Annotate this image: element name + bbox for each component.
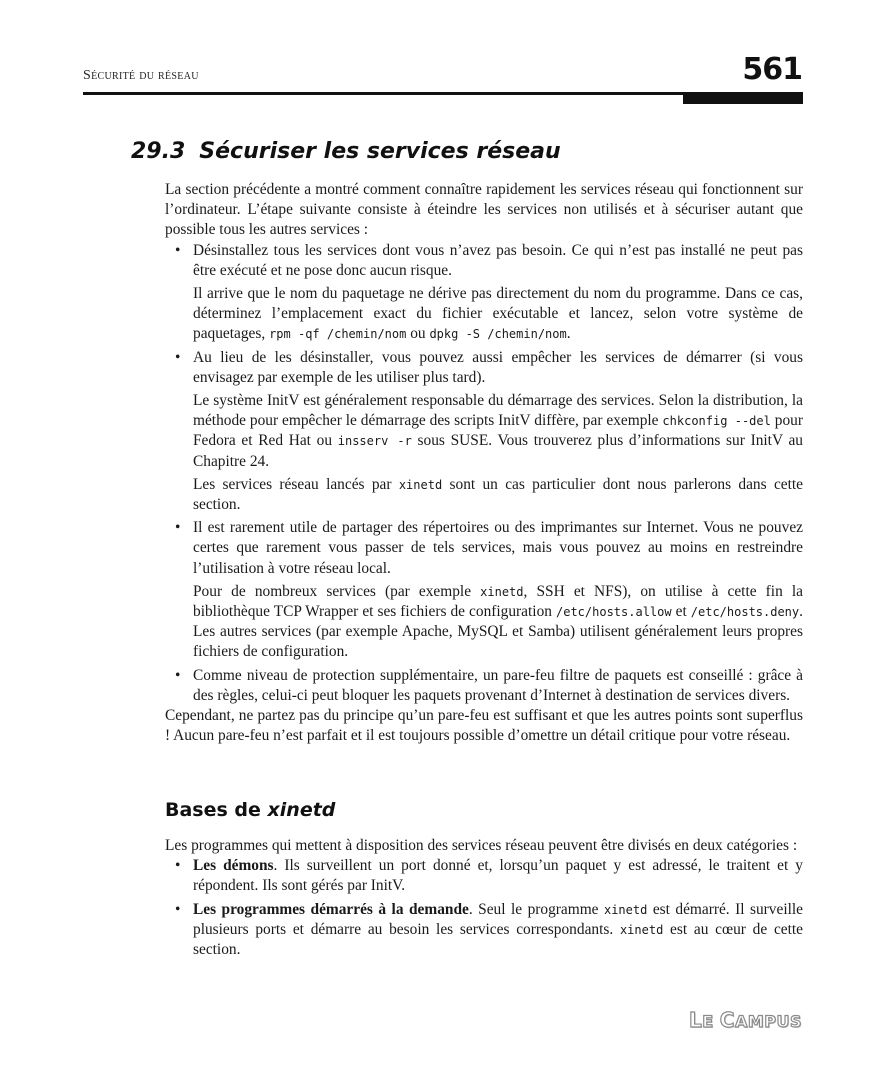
subsection-heading: Bases de xinetd <box>165 799 336 821</box>
running-head <box>83 68 199 84</box>
list-item <box>165 348 803 516</box>
subsection-heading-em: xinetd <box>267 799 336 821</box>
list-item <box>165 900 803 961</box>
subsection-body <box>165 836 803 960</box>
section-heading <box>131 139 561 164</box>
page-number: 561 <box>742 52 802 87</box>
bullet-1-text: • Désinstallez tous les services dont vous n’avez pas besoin. Ce qui n’est pas installé ne peut pas être exécuté et ne pose donc aucun risque. <box>193 241 803 279</box>
bullet-3-text: • Il est rarement utile de partager des répertoires ou des imprimantes sur Internet. Vous ne pouvez certes que rarement vous passer de tels services, mais vous pouvez au moins en restreindre l’utilisation à votre réseau local. <box>193 519 803 577</box>
code-xinetd: xinetd <box>603 902 648 917</box>
code-dpkg: dpkg -S /chemin/nom <box>429 327 567 342</box>
code-hosts-deny: /etc/hosts.deny <box>690 605 800 620</box>
bullet-list <box>165 241 803 706</box>
main-body <box>165 180 803 746</box>
code-xinetd: xinetd <box>619 922 664 937</box>
code-xinetd: xinetd <box>480 584 524 599</box>
category-list <box>165 856 803 960</box>
header-rule-accent <box>683 92 803 104</box>
code-hosts-allow: /etc/hosts.allow <box>556 605 672 620</box>
list-item <box>165 241 803 345</box>
bullet-1-detail: Il arrive que le nom du paquetage ne dérive pas directement du nom du programme. Dans ce cas, déterminez l’emplacement exact du fichier exécutable et lancez, selon votre système de paquetages, rpm -qf /chemin/nom ou dpkg -S /chemin/nom. <box>193 285 803 343</box>
code-rpm: rpm -qf /chemin/nom <box>269 327 407 342</box>
bullet-3-detail: Pour de nombreux services (par exemple xinetd, SSH et NFS), on utilise à cette fin la bibliothèque TCP Wrapper et ses fichiers de configuration /etc/hosts.allow et /etc/hosts.deny. Les autres services (par exemple Apache, MySQL et Samba) utilisent généralement leurs propres fichiers de configuration. <box>193 582 803 661</box>
code-xinetd: xinetd <box>398 477 443 492</box>
section-title: Sécuriser les services réseau <box>199 139 561 164</box>
list-item <box>165 856 803 896</box>
bullet-4-text: • Comme niveau de protection supplémentaire, un pare-feu filtre de paquets est conseillé : grâce à des règles, celui-ci peut bloquer les paquets provenant d’Internet à destination de services divers. <box>193 666 803 704</box>
bullet-2-text: • Au lieu de les désinstaller, vous pouvez aussi empêcher les services de démarrer (si vous envisagez par exemple de les utiliser plus tard). <box>193 348 803 386</box>
bullet-2-xinetd-note: Les services réseau lancés par xinetd sont un cas particulier dont nous parlerons dans cette section. <box>193 475 803 514</box>
category-daemons: • Les démons. Ils surveillent un port donné et, lorsqu’un paquet y est adressé, le traitent et y répondent. Ils sont gérés par InitV. <box>193 857 803 895</box>
list-item <box>165 518 803 662</box>
intro-paragraph: La section précédente a montré comment connaître rapidement les services réseau qui fonctionnent sur l’ordinateur. L’étape suivante consiste à éteindre les services non utilisés et à sécuriser autant que possible tous les autres services : <box>165 181 803 239</box>
publisher-logo: LE CAMPUS <box>689 1008 802 1032</box>
subsection-intro: Les programmes qui mettent à disposition des services réseau peuvent être divisés en deux catégories : <box>165 837 798 854</box>
section-number: 29.3 <box>131 139 186 164</box>
category-on-demand: • Les programmes démarrés à la demande. Seul le programme xinetd est démarré. Il surveille plusieurs ports et démarre au besoin les services correspondants. xinetd est au cœur de cette section. <box>193 900 803 959</box>
code-insserv: insserv -r <box>337 434 412 449</box>
code-chkconfig: chkconfig --del <box>662 414 771 429</box>
list-item <box>165 666 803 706</box>
running-head-text: Sécurité du réseau <box>83 68 199 83</box>
closing-paragraph: Cependant, ne partez pas du principe qu’un pare-feu est suffisant et que les autres points sont superflus ! Aucun pare-feu n’est parfait et il est toujours possible d’omettre un détail critique pour votre réseau. <box>165 707 803 745</box>
bullet-2-detail: Le système InitV est généralement responsable du démarrage des services. Selon la distribution, la méthode pour empêcher le démarrage des scripts InitV diffère, par exemple chkconfig --del pour Fedora et Red Hat ou insserv -r sous SUSE. Vous trouverez plus d’informations sur InitV au Chapitre 24. <box>193 392 804 470</box>
